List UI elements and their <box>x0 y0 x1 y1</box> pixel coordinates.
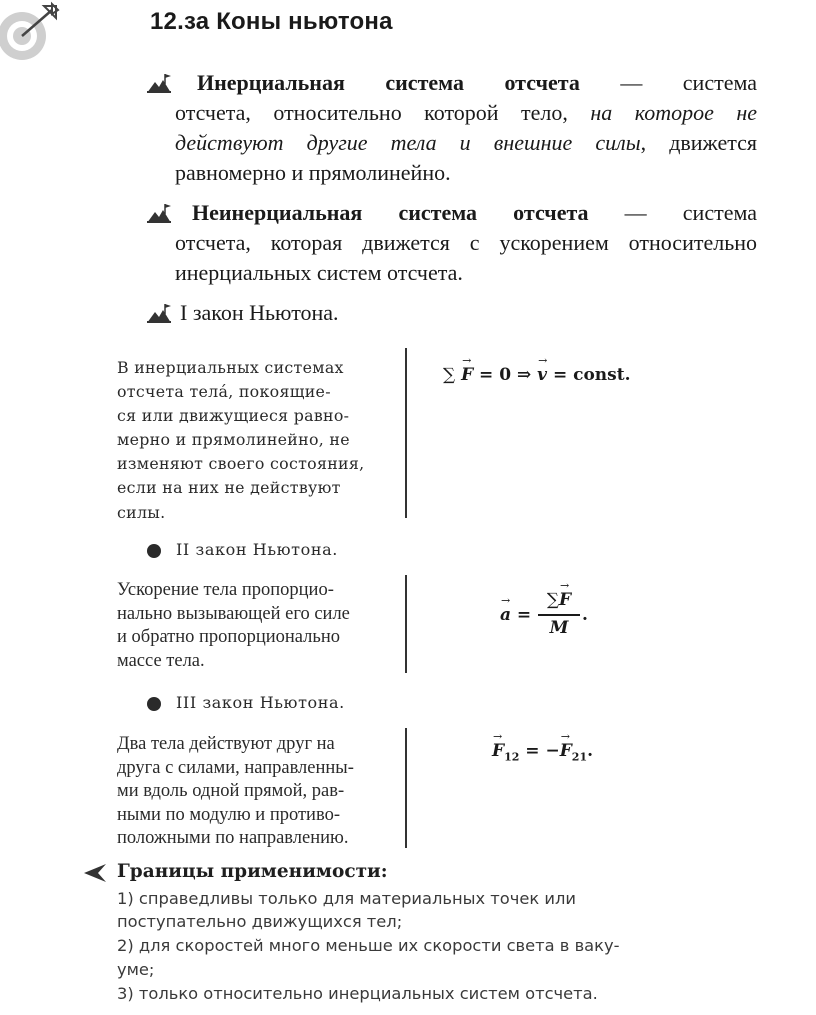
law3-formula: → $F_{12}$ = −→ $F_{21}$. <box>492 741 593 763</box>
law1-line: ся или движущиеся равно- <box>117 406 350 426</box>
divider <box>405 348 407 518</box>
mountain-flag-icon <box>146 202 172 224</box>
law3-line: Два тела действуют друг на <box>117 734 335 754</box>
law2-line: и обратно пропорционально <box>117 627 340 647</box>
mountain-flag-icon <box>146 72 172 94</box>
law2-heading: II закон Ньютона. <box>176 540 338 559</box>
law2-line: нально вызывающей его силе <box>117 603 350 624</box>
law1-line: отсчета тела́, покоящие- <box>117 382 331 402</box>
law2-line: массе тела. <box>117 650 205 671</box>
def2-line1: — система <box>624 200 758 225</box>
law1-line: мерно и прямолинейно, не <box>117 430 350 450</box>
def1-line3-italic: действуют другие тела и внешние силы <box>175 130 641 155</box>
term-noninertial: Неинерциальная система отсчета <box>192 200 589 225</box>
law1-line: изменяют своего состояния, <box>117 454 365 474</box>
page-title: 12.за Коны ньютона <box>150 8 393 35</box>
limits-item: 1) справедливы только для материальных точек или <box>117 889 576 908</box>
limits-item: 3) только относительно инерциальных систем отсчета. <box>117 984 598 1003</box>
def1-line1: — система <box>620 70 758 95</box>
law2-text <box>117 579 397 673</box>
def2-line3: инерциальных систем отсчета. <box>175 260 463 285</box>
term-inertial: Инерциальная система отсчета <box>197 70 580 95</box>
law3-line: друга с силами, направленны- <box>117 757 354 778</box>
def2-line2: отсчета, которая движется с ускорением относительно <box>175 230 757 255</box>
law1-line: силы. <box>117 502 166 522</box>
law3-line: ными по модулю и противо- <box>117 804 340 825</box>
law3-line: положными по направлению. <box>117 828 349 848</box>
limits-heading: Границы применимости: <box>117 861 388 882</box>
definition-inertial <box>175 68 757 188</box>
limits-item: уме; <box>117 960 155 979</box>
limits-item: поступательно движущихся тел; <box>117 912 403 931</box>
arrowhead-icon <box>84 864 106 882</box>
divider <box>405 575 407 673</box>
law1-line: если на них не действуют <box>117 478 341 498</box>
law3-line: ми вдоль одной прямой, рав- <box>117 781 345 801</box>
def1-line4: равномерно и прямолинейно. <box>175 160 451 185</box>
def1-line3: , движется <box>640 130 758 155</box>
divider <box>405 728 407 848</box>
def1-line2-italic: на которое не <box>590 100 757 125</box>
law3-heading: III закон Ньютона. <box>176 693 345 712</box>
law1-line: В инерциальных системах <box>117 358 344 377</box>
limits-item: 2) для скоростей много меньше их скорости света в ваку- <box>117 936 620 955</box>
law1-heading: I закон Ньютона. <box>180 300 339 325</box>
law2-line: Ускорение тела пропорцио- <box>117 580 334 600</box>
definition-noninertial <box>175 198 757 288</box>
mountain-flag-icon <box>146 302 172 324</box>
law3-text <box>117 733 397 851</box>
law1-text <box>117 356 392 525</box>
bullet-dot <box>147 697 161 711</box>
def1-line2: отсчета, относительно которой тело, <box>175 100 568 125</box>
law1-formula: ∑ → F = 0 ⇒ → v = const. <box>443 365 631 385</box>
target-arrow-icon <box>0 0 62 62</box>
bullet-dot <box>147 544 161 558</box>
